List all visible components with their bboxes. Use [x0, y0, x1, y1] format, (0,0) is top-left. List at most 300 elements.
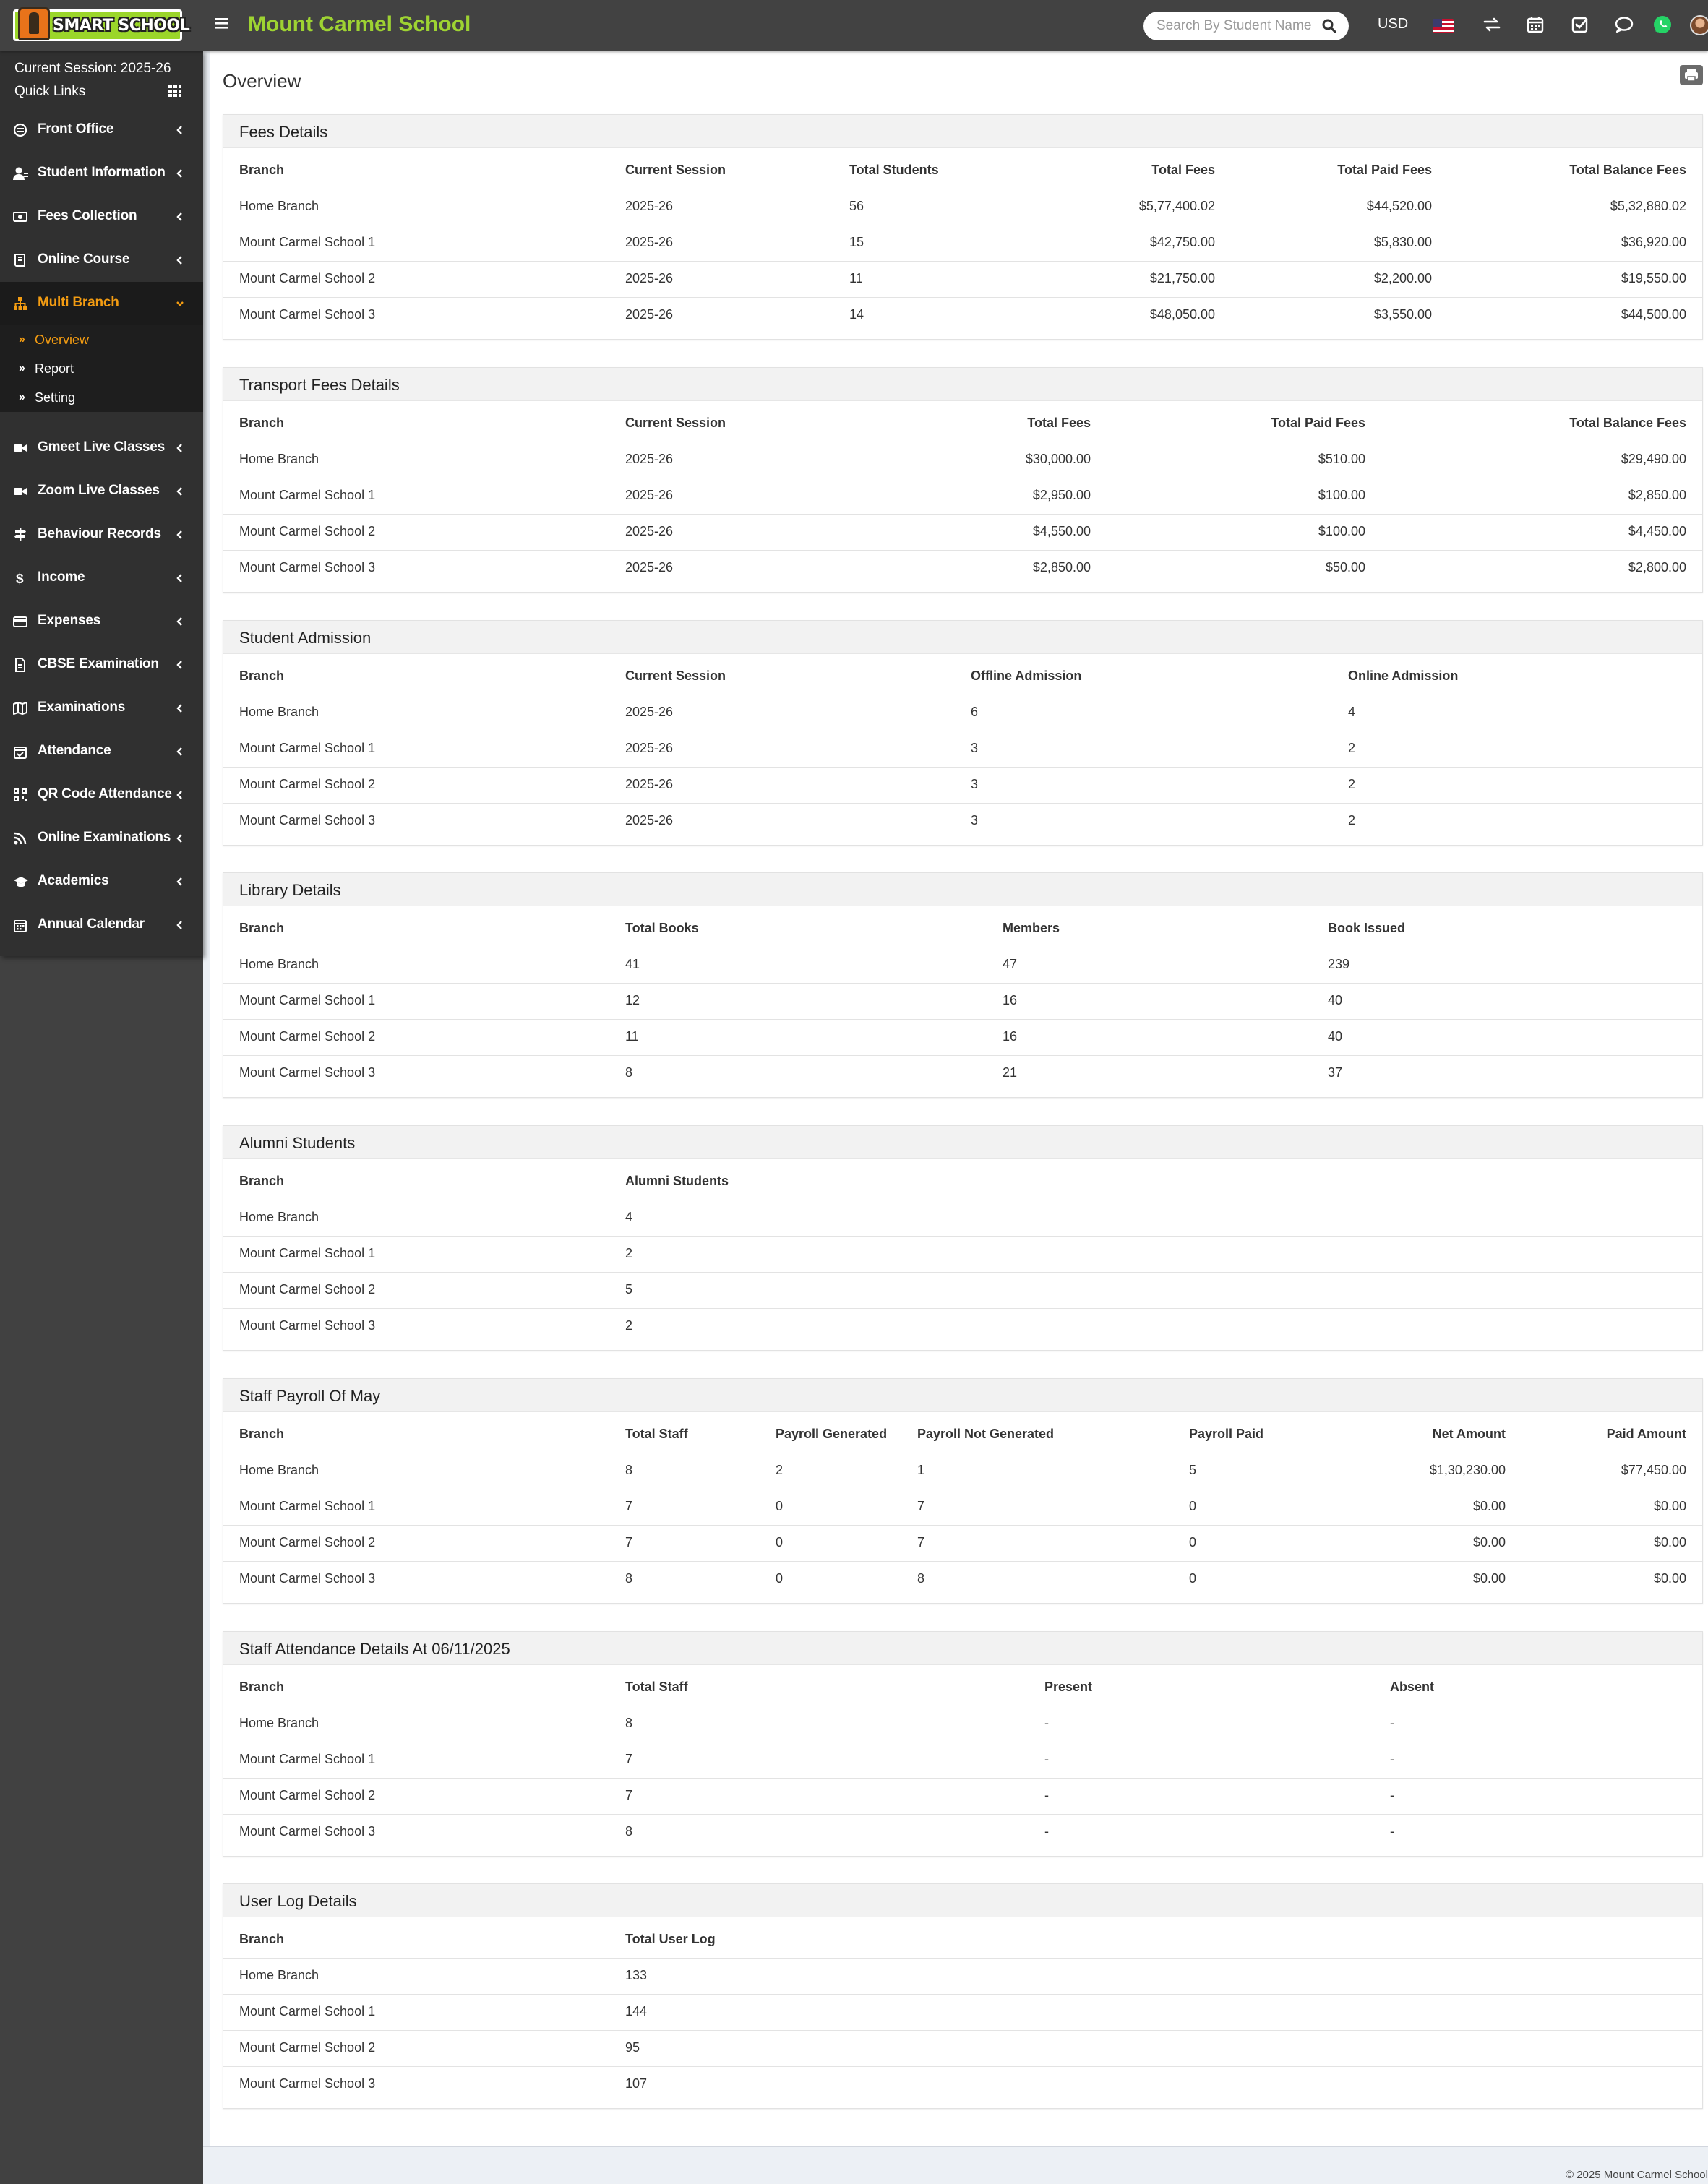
- column-header: Total Fees: [1151, 163, 1215, 177]
- table-cell: Mount Carmel School 2: [239, 1029, 376, 1044]
- table-cell: 1: [917, 1463, 925, 1477]
- table-cell: $5,32,880.02: [1610, 199, 1686, 213]
- table-cell: $1,30,230.00: [1429, 1463, 1506, 1477]
- column-header: Members: [1003, 921, 1060, 935]
- table-cell: Mount Carmel School 2: [239, 1788, 376, 1802]
- currency-selector[interactable]: USD: [1378, 16, 1409, 32]
- table-cell: Mount Carmel School 2: [239, 1282, 376, 1297]
- table-cell: 2025-26: [625, 199, 674, 213]
- sidebar-item-cbse-examination[interactable]: [0, 643, 203, 687]
- column-header: Branch: [239, 921, 285, 935]
- sidebar-item-zoom-live-classes[interactable]: [0, 470, 203, 513]
- column-header: Total Balance Fees: [1569, 416, 1686, 430]
- sidebar-item-qr-code-attendance[interactable]: [0, 773, 203, 817]
- data-table: [223, 654, 1702, 845]
- data-table: [223, 401, 1702, 592]
- table-cell: $48,050.00: [1149, 307, 1215, 322]
- table-cell: $19,550.00: [1621, 271, 1686, 285]
- data-table: [223, 1412, 1702, 1603]
- panel-fees-details: [223, 114, 1703, 340]
- column-header: Current Session: [625, 163, 726, 177]
- table-cell: $0.00: [1653, 1535, 1686, 1549]
- table-cell: -: [1044, 1824, 1049, 1839]
- table-cell: $44,520.00: [1366, 199, 1432, 213]
- table-cell: 0: [1189, 1571, 1197, 1586]
- table-row: [223, 1019, 1702, 1055]
- table-cell: 8: [625, 1065, 633, 1080]
- panel-header: [223, 1379, 1702, 1412]
- sidebar-subitem-label: Setting: [35, 390, 76, 405]
- table-cell: 7: [917, 1499, 925, 1513]
- column-header: Alumni Students: [625, 1174, 729, 1188]
- panel-library-details: [223, 872, 1703, 1098]
- table-cell: $510.00: [1318, 452, 1365, 466]
- logo-text: SMART SCHOOL: [53, 17, 190, 35]
- sidebar-subitem-report[interactable]: [0, 354, 203, 383]
- table-cell: 144: [625, 2004, 648, 2019]
- panel-header: [223, 368, 1702, 401]
- task-checkbox-icon[interactable]: [1570, 14, 1590, 35]
- whatsapp-icon[interactable]: [1652, 14, 1673, 35]
- table-row: [223, 189, 1702, 225]
- table-row: [223, 1994, 1702, 2030]
- column-header: Branch: [239, 163, 285, 177]
- table-row: [223, 2066, 1702, 2102]
- table-cell: Mount Carmel School 3: [239, 813, 376, 827]
- data-table: [223, 1665, 1702, 1856]
- panel-title: Staff Payroll Of May: [239, 1387, 381, 1405]
- sidebar-item-behaviour-records[interactable]: [0, 513, 203, 556]
- table-cell: Mount Carmel School 3: [239, 1824, 376, 1839]
- table-row: [223, 442, 1702, 478]
- column-header: Net Amount: [1432, 1427, 1506, 1441]
- table-cell: 5: [1189, 1463, 1197, 1477]
- sidebar-item-gmeet-live-classes[interactable]: [0, 426, 203, 470]
- sidebar-item-online-course[interactable]: [0, 238, 203, 282]
- sidebar-item-fees-collection[interactable]: [0, 195, 203, 238]
- printer-icon: [1680, 65, 1703, 85]
- table-cell: Mount Carmel School 1: [239, 741, 376, 755]
- panel-title: Staff Attendance Details At 06/11/2025: [239, 1640, 510, 1658]
- table-row: [223, 695, 1702, 731]
- table-row: [223, 1308, 1702, 1344]
- double-chevron-right-icon: »: [19, 391, 25, 403]
- table-cell: 2: [625, 1246, 633, 1260]
- table-row: [223, 1272, 1702, 1308]
- hamburger-menu-icon[interactable]: [214, 16, 231, 35]
- column-header: Total Books: [625, 921, 699, 935]
- column-header: Total Paid Fees: [1337, 163, 1432, 177]
- student-search: [1143, 12, 1349, 40]
- chevron-left-icon: [175, 124, 185, 136]
- table-row: [223, 297, 1702, 333]
- table-cell: 2: [625, 1318, 633, 1333]
- table-cell: 14: [849, 307, 864, 322]
- front-office-icon: [13, 123, 27, 137]
- table-row: [223, 983, 1702, 1019]
- table-cell: 0: [776, 1535, 784, 1549]
- chevron-left-icon: [175, 254, 185, 266]
- calendar-icon: [13, 918, 27, 932]
- chevron-left-icon: [175, 659, 185, 671]
- table-cell: $2,850.00: [1628, 488, 1686, 502]
- sidebar-subitem-label: Report: [35, 361, 74, 376]
- table-cell: Home Branch: [239, 1716, 319, 1730]
- column-header: Paid Amount: [1606, 1427, 1686, 1441]
- table-cell: Home Branch: [239, 705, 319, 719]
- table-row: [223, 947, 1702, 983]
- sidebar-item-label: Income: [38, 569, 85, 585]
- sidebar-item-label: Online Examinations: [38, 830, 171, 845]
- panel-title: Transport Fees Details: [239, 376, 400, 394]
- column-header: Total Fees: [1027, 416, 1091, 430]
- table-cell: Home Branch: [239, 199, 319, 213]
- table-cell: 2025-26: [625, 271, 674, 285]
- table-cell: -: [1390, 1752, 1394, 1766]
- table-cell: 11: [849, 271, 863, 285]
- table-cell: 11: [625, 1029, 639, 1044]
- table-cell: Home Branch: [239, 1463, 319, 1477]
- table-cell: 21: [1003, 1065, 1018, 1080]
- table-row: [223, 1525, 1702, 1561]
- footer: [203, 2146, 1708, 2184]
- table-cell: Mount Carmel School 1: [239, 1246, 376, 1260]
- chevron-left-icon: [175, 616, 185, 627]
- column-header: Branch: [239, 1427, 285, 1441]
- table-row: [223, 478, 1702, 514]
- table-cell: 0: [1189, 1499, 1197, 1513]
- table-cell: $2,800.00: [1628, 560, 1686, 575]
- table-cell: Mount Carmel School 2: [239, 2040, 376, 2055]
- print-button[interactable]: [1680, 65, 1703, 85]
- panel-title: Student Admission: [239, 629, 372, 647]
- page-title: Overview: [223, 70, 301, 92]
- panel-transport-fees-details: [223, 367, 1703, 593]
- column-header: Total User Log: [625, 1932, 716, 1946]
- table-cell: -: [1044, 1788, 1049, 1802]
- sidebar-item-label: Academics: [38, 873, 109, 888]
- column-header: Present: [1044, 1680, 1093, 1694]
- table-cell: 2025-26: [625, 307, 674, 322]
- table-cell: 2025-26: [625, 452, 674, 466]
- panel-staff-attendance-details-at-06-11-2025: [223, 1631, 1703, 1857]
- table-cell: $100.00: [1318, 524, 1365, 538]
- table-cell: 2025-26: [625, 705, 674, 719]
- table-cell: 7: [917, 1535, 925, 1549]
- sidebar-menu: [0, 51, 203, 956]
- video-icon: [13, 484, 27, 499]
- table-row: [223, 1814, 1702, 1850]
- table-cell: Mount Carmel School 1: [239, 993, 376, 1007]
- table-cell: $36,920.00: [1621, 235, 1686, 249]
- table-cell: 5: [625, 1282, 633, 1297]
- sidebar: [0, 51, 203, 2184]
- table-row: [223, 767, 1702, 803]
- main-content: [210, 51, 1708, 2146]
- sidebar-item-examinations[interactable]: [0, 687, 203, 730]
- chevron-left-icon: [175, 211, 185, 223]
- table-cell: 2: [1348, 741, 1356, 755]
- table-row: [223, 1200, 1702, 1236]
- table-cell: $2,200.00: [1373, 271, 1432, 285]
- column-header: Branch: [239, 1174, 285, 1188]
- column-header: Total Staff: [625, 1680, 688, 1694]
- column-header: Current Session: [625, 416, 726, 430]
- table-row: [223, 514, 1702, 550]
- table-cell: Mount Carmel School 3: [239, 1571, 376, 1586]
- sidebar-item-label: Front Office: [38, 121, 114, 137]
- table-cell: Home Branch: [239, 1210, 319, 1224]
- book-icon: [13, 253, 27, 267]
- table-cell: $50.00: [1325, 560, 1365, 575]
- chevron-left-icon: [175, 168, 185, 179]
- current-session-label: Current Session: 2025-26: [14, 61, 171, 76]
- table-cell: 8: [625, 1824, 633, 1839]
- table-cell: -: [1390, 1716, 1394, 1730]
- panel-header: [223, 1126, 1702, 1159]
- double-chevron-right-icon: »: [19, 333, 25, 345]
- table-cell: 0: [776, 1571, 784, 1586]
- footer-copyright: © 2025 Mount Carmel School: [1566, 2169, 1708, 2181]
- sidebar-item-online-examinations[interactable]: [0, 817, 203, 860]
- panel-user-log-details: [223, 1883, 1703, 2109]
- table-cell: 2025-26: [625, 741, 674, 755]
- sidebar-item-attendance[interactable]: [0, 730, 203, 773]
- table-cell: $2,950.00: [1032, 488, 1091, 502]
- table-cell: 0: [776, 1499, 784, 1513]
- money-icon: [13, 210, 27, 224]
- chevron-left-icon: [175, 746, 185, 757]
- panel-header: [223, 873, 1702, 906]
- table-cell: $77,450.00: [1621, 1463, 1686, 1477]
- table-cell: $29,490.00: [1621, 452, 1686, 466]
- dollar-icon: [13, 571, 27, 585]
- table-cell: 16: [1003, 1029, 1018, 1044]
- table-cell: Home Branch: [239, 1968, 319, 1982]
- logo-emblem-icon: [18, 7, 50, 40]
- sidebar-subitem-setting[interactable]: [0, 383, 203, 412]
- double-chevron-right-icon: »: [19, 362, 25, 374]
- table-cell: 56: [849, 199, 864, 213]
- table-cell: 2025-26: [625, 524, 674, 538]
- data-table: [223, 1159, 1702, 1350]
- table-cell: $42,750.00: [1149, 235, 1215, 249]
- table-cell: 4: [1348, 705, 1356, 719]
- table-cell: 7: [625, 1535, 633, 1549]
- table-cell: 95: [625, 2040, 640, 2055]
- table-cell: $4,450.00: [1628, 524, 1686, 538]
- table-cell: Home Branch: [239, 452, 319, 466]
- table-cell: 41: [625, 957, 640, 971]
- sidebar-item-multi-branch[interactable]: [0, 282, 203, 325]
- column-header: Payroll Paid: [1189, 1427, 1264, 1441]
- table-cell: Mount Carmel School 1: [239, 1499, 376, 1513]
- table-cell: 12: [625, 993, 640, 1007]
- table-cell: $3,550.00: [1373, 307, 1432, 322]
- user-avatar[interactable]: [1690, 15, 1708, 35]
- table-cell: Mount Carmel School 3: [239, 1065, 376, 1080]
- table-row: [223, 1236, 1702, 1272]
- table-cell: 2025-26: [625, 560, 674, 575]
- chevron-left-icon: [175, 919, 185, 931]
- sidebar-item-label: Annual Calendar: [38, 916, 145, 932]
- table-cell: 7: [625, 1752, 633, 1766]
- column-header: Total Balance Fees: [1569, 163, 1686, 177]
- sidebar-item-annual-calendar[interactable]: [0, 903, 203, 947]
- table-cell: 40: [1328, 1029, 1343, 1044]
- table-cell: 3: [971, 813, 979, 827]
- sidebar-item-label: Student Information: [38, 165, 166, 180]
- column-header: Payroll Generated: [776, 1427, 888, 1441]
- table-cell: Mount Carmel School 1: [239, 1752, 376, 1766]
- panel-title: Fees Details: [239, 123, 328, 141]
- table-cell: 16: [1003, 993, 1018, 1007]
- table-cell: Mount Carmel School 1: [239, 488, 376, 502]
- chevron-left-icon: [175, 442, 185, 454]
- column-header: Branch: [239, 416, 285, 430]
- panel-title: Alumni Students: [239, 1134, 356, 1152]
- table-cell: $30,000.00: [1025, 452, 1091, 466]
- table-cell: 2025-26: [625, 813, 674, 827]
- panel-header: [223, 621, 1702, 654]
- table-cell: 3: [971, 741, 979, 755]
- chevron-left-icon: [175, 529, 185, 541]
- table-row: [223, 1055, 1702, 1091]
- sitemap-icon: [13, 296, 27, 311]
- rss-icon: [13, 831, 27, 846]
- table-cell: $0.00: [1653, 1499, 1686, 1513]
- table-cell: 2: [1348, 813, 1356, 827]
- panel-title: User Log Details: [239, 1892, 357, 1910]
- sidebar-subitem-label: Overview: [35, 332, 90, 347]
- data-table: [223, 148, 1702, 339]
- sidebar-item-front-office[interactable]: [0, 108, 203, 152]
- column-header: Branch: [239, 1932, 285, 1946]
- table-row: [223, 261, 1702, 297]
- sidebar-item-label: Multi Branch: [38, 295, 119, 310]
- table-cell: $0.00: [1472, 1499, 1506, 1513]
- app-logo[interactable]: [13, 9, 190, 41]
- chevron-left-icon: [175, 876, 185, 887]
- sidebar-item-expenses[interactable]: [0, 600, 203, 643]
- table-cell: $21,750.00: [1149, 271, 1215, 285]
- panel-alumni-students: [223, 1125, 1703, 1351]
- table-cell: 0: [1189, 1535, 1197, 1549]
- table-cell: $0.00: [1472, 1535, 1506, 1549]
- table-cell: 2025-26: [625, 777, 674, 791]
- sidebar-item-student-information[interactable]: [0, 152, 203, 195]
- chevron-left-icon: [175, 833, 185, 844]
- chevron-left-icon: [175, 702, 185, 714]
- table-row: [223, 1453, 1702, 1489]
- table-cell: $4,550.00: [1032, 524, 1091, 538]
- chevron-left-icon: [175, 486, 185, 497]
- us-flag-icon[interactable]: [1433, 19, 1454, 33]
- student-search-input[interactable]: [1156, 17, 1313, 35]
- quick-links-label[interactable]: Quick Links: [14, 84, 86, 99]
- panel-student-admission: [223, 620, 1703, 846]
- column-header: Payroll Not Generated: [917, 1427, 1055, 1441]
- table-cell: Mount Carmel School 2: [239, 777, 376, 791]
- table-row: [223, 2030, 1702, 2066]
- student-icon: [13, 166, 27, 181]
- table-row: [223, 731, 1702, 767]
- table-cell: Mount Carmel School 3: [239, 1318, 376, 1333]
- switch-arrows-icon[interactable]: [1482, 14, 1502, 35]
- sidebar-item-income[interactable]: [0, 556, 203, 600]
- table-cell: Home Branch: [239, 957, 319, 971]
- table-cell: Mount Carmel School 3: [239, 307, 376, 322]
- column-header: Absent: [1390, 1680, 1435, 1694]
- sidebar-item-label: Gmeet Live Classes: [38, 439, 165, 455]
- table-cell: 2025-26: [625, 488, 674, 502]
- table-cell: 3: [971, 777, 979, 791]
- file-icon: [13, 658, 27, 672]
- top-navbar: [0, 0, 1708, 51]
- table-row: [223, 1742, 1702, 1778]
- column-header: Online Admission: [1348, 668, 1459, 683]
- chevron-left-icon: [175, 572, 185, 584]
- column-header: Branch: [239, 1680, 285, 1694]
- sidebar-item-label: Zoom Live Classes: [38, 483, 160, 498]
- table-row: [223, 1489, 1702, 1525]
- table-cell: Mount Carmel School 1: [239, 235, 376, 249]
- table-cell: 37: [1328, 1065, 1343, 1080]
- table-cell: 47: [1003, 957, 1018, 971]
- credit-card-icon: [13, 614, 27, 629]
- table-cell: 7: [625, 1788, 633, 1802]
- table-cell: 4: [625, 1210, 633, 1224]
- table-row: [223, 225, 1702, 261]
- table-cell: -: [1390, 1824, 1394, 1839]
- sidebar-item-label: CBSE Examination: [38, 656, 159, 671]
- svg-text:$: $: [16, 572, 24, 585]
- table-cell: $5,830.00: [1373, 235, 1432, 249]
- sidebar-item-label: Online Course: [38, 251, 130, 267]
- map-icon: [13, 701, 27, 715]
- sidebar-item-label: Attendance: [38, 743, 111, 758]
- table-cell: $5,77,400.02: [1138, 199, 1215, 213]
- table-cell: Mount Carmel School 1: [239, 2004, 376, 2019]
- table-cell: 2: [776, 1463, 784, 1477]
- table-cell: -: [1390, 1788, 1394, 1802]
- sidebar-item-academics[interactable]: [0, 860, 203, 903]
- table-cell: Mount Carmel School 3: [239, 2076, 376, 2091]
- data-table: [223, 1917, 1702, 2108]
- column-header: Current Session: [625, 668, 726, 683]
- sidebar-item-label: Fees Collection: [38, 208, 137, 223]
- signpost-icon: [13, 528, 27, 542]
- panel-title: Library Details: [239, 881, 341, 899]
- table-cell: 2: [1348, 777, 1356, 791]
- grid-icon[interactable]: [168, 84, 182, 98]
- panel-staff-payroll-of-may: [223, 1378, 1703, 1604]
- table-row: [223, 1778, 1702, 1814]
- table-row: [223, 1706, 1702, 1742]
- table-row: [223, 1561, 1702, 1597]
- table-cell: 8: [625, 1716, 633, 1730]
- table-cell: -: [1044, 1716, 1049, 1730]
- table-cell: 107: [625, 2076, 648, 2091]
- calendar-icon[interactable]: [1525, 14, 1545, 35]
- table-cell: Mount Carmel School 2: [239, 524, 376, 538]
- chat-bubble-icon[interactable]: [1614, 14, 1634, 35]
- table-cell: 15: [849, 235, 864, 249]
- sidebar-subitem-overview[interactable]: [0, 325, 203, 354]
- search-icon[interactable]: [1321, 18, 1337, 34]
- table-cell: $44,500.00: [1621, 307, 1686, 322]
- chevron-down-icon: [175, 298, 185, 309]
